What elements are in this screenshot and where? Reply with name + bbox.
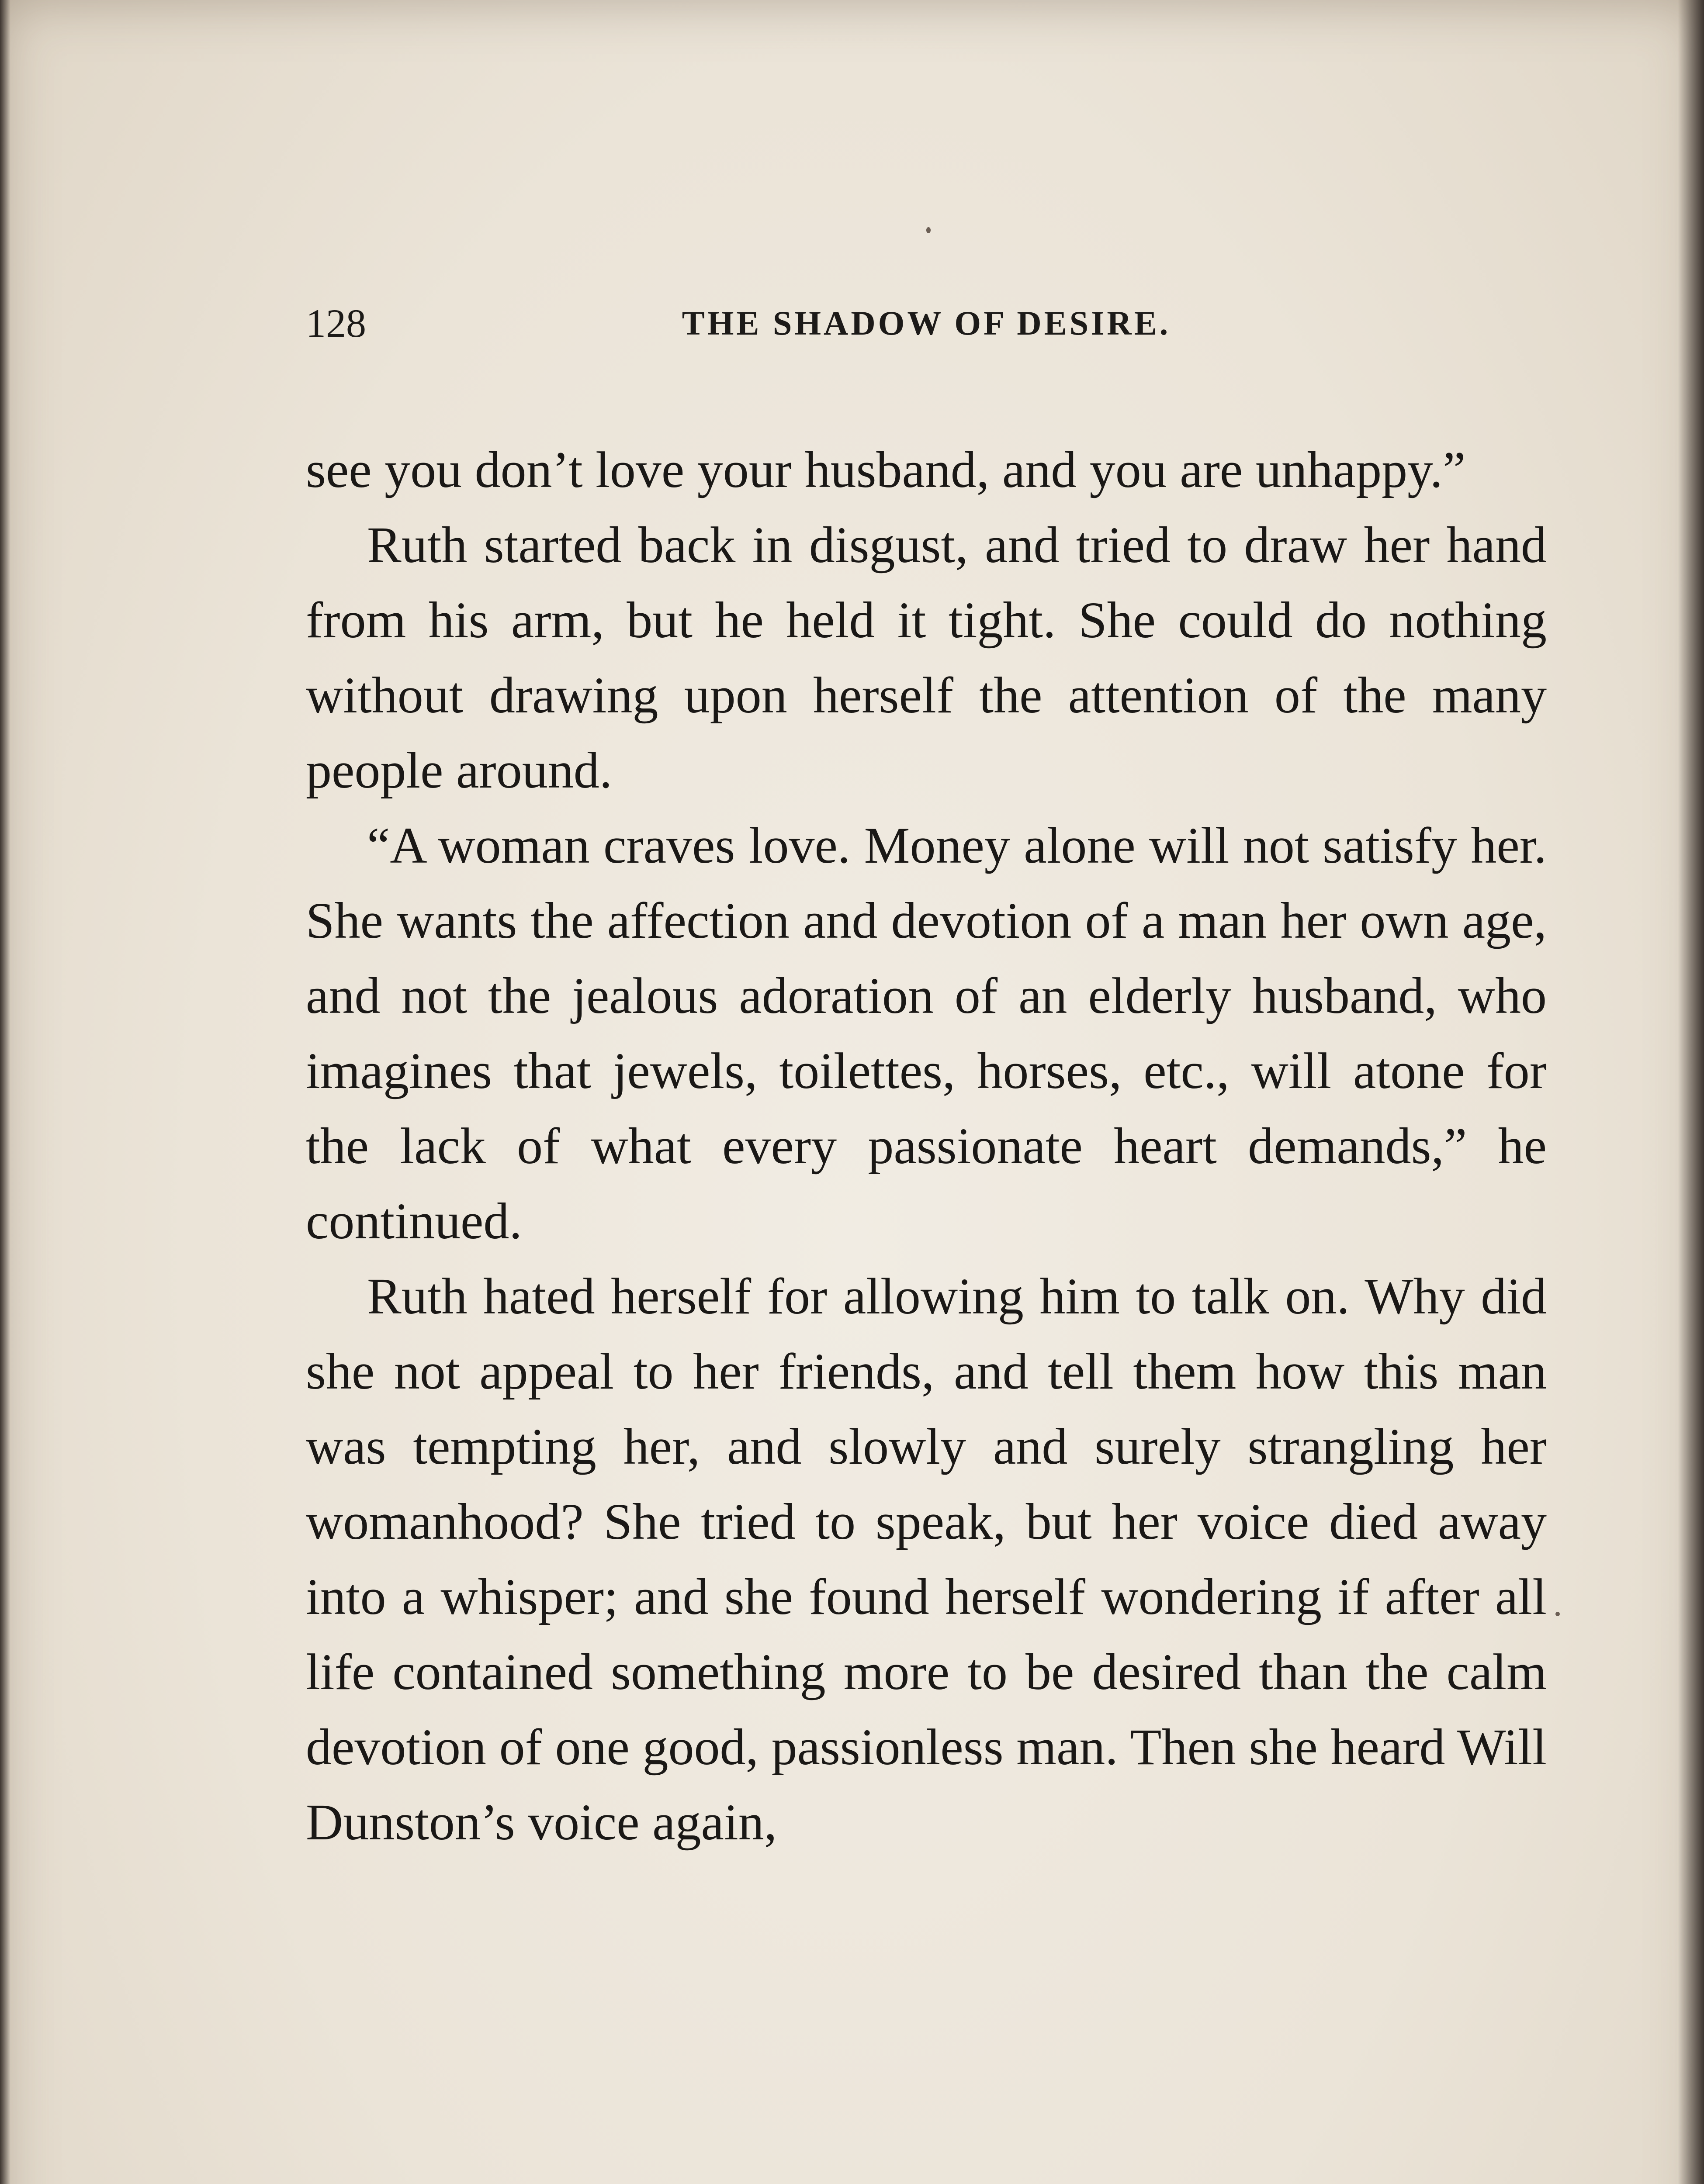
paragraph: Ruth hated herself for allowing him to talk on. Why did she not appeal to her friends, and tell them how this man was tempting her, and slowly and surely strangling her womanhood? She tried to speak, but her voice died away into a whisper; and she found herself wondering if after all life contained something more to be desired than the calm devotion of one good, passionless man. Then she heard Will Dunston’s voice again, <box>306 1268 1547 1851</box>
paper-speck <box>1555 1612 1560 1616</box>
paragraph: “A woman craves love. Money alone will not satisfy her. She wants the affection and devotion of a man her own age, and not the jealous adoration of an elderly husband, who imagines that jewels, toilettes, horses, etc., will atone for the lack of what every passionate heart demands,” he continued. <box>306 817 1547 1250</box>
paragraph: Ruth started back in disgust, and tried to draw her hand from his arm, but he held it tight. She could do nothing without drawing upon herself the attention of the many people around. <box>306 516 1547 799</box>
running-title: THE SHADOW OF DESIRE. <box>682 304 1171 342</box>
page-header <box>306 297 1547 349</box>
page-edge-shadow-right <box>1678 0 1704 2184</box>
paragraph-continued: see you don’t love your husband, and you are unhappy.” <box>306 441 1466 498</box>
body-text <box>306 432 1547 1860</box>
page-edge-shadow-left <box>0 0 10 2184</box>
page-number: 128 <box>306 301 366 346</box>
paper-speck <box>926 227 931 233</box>
